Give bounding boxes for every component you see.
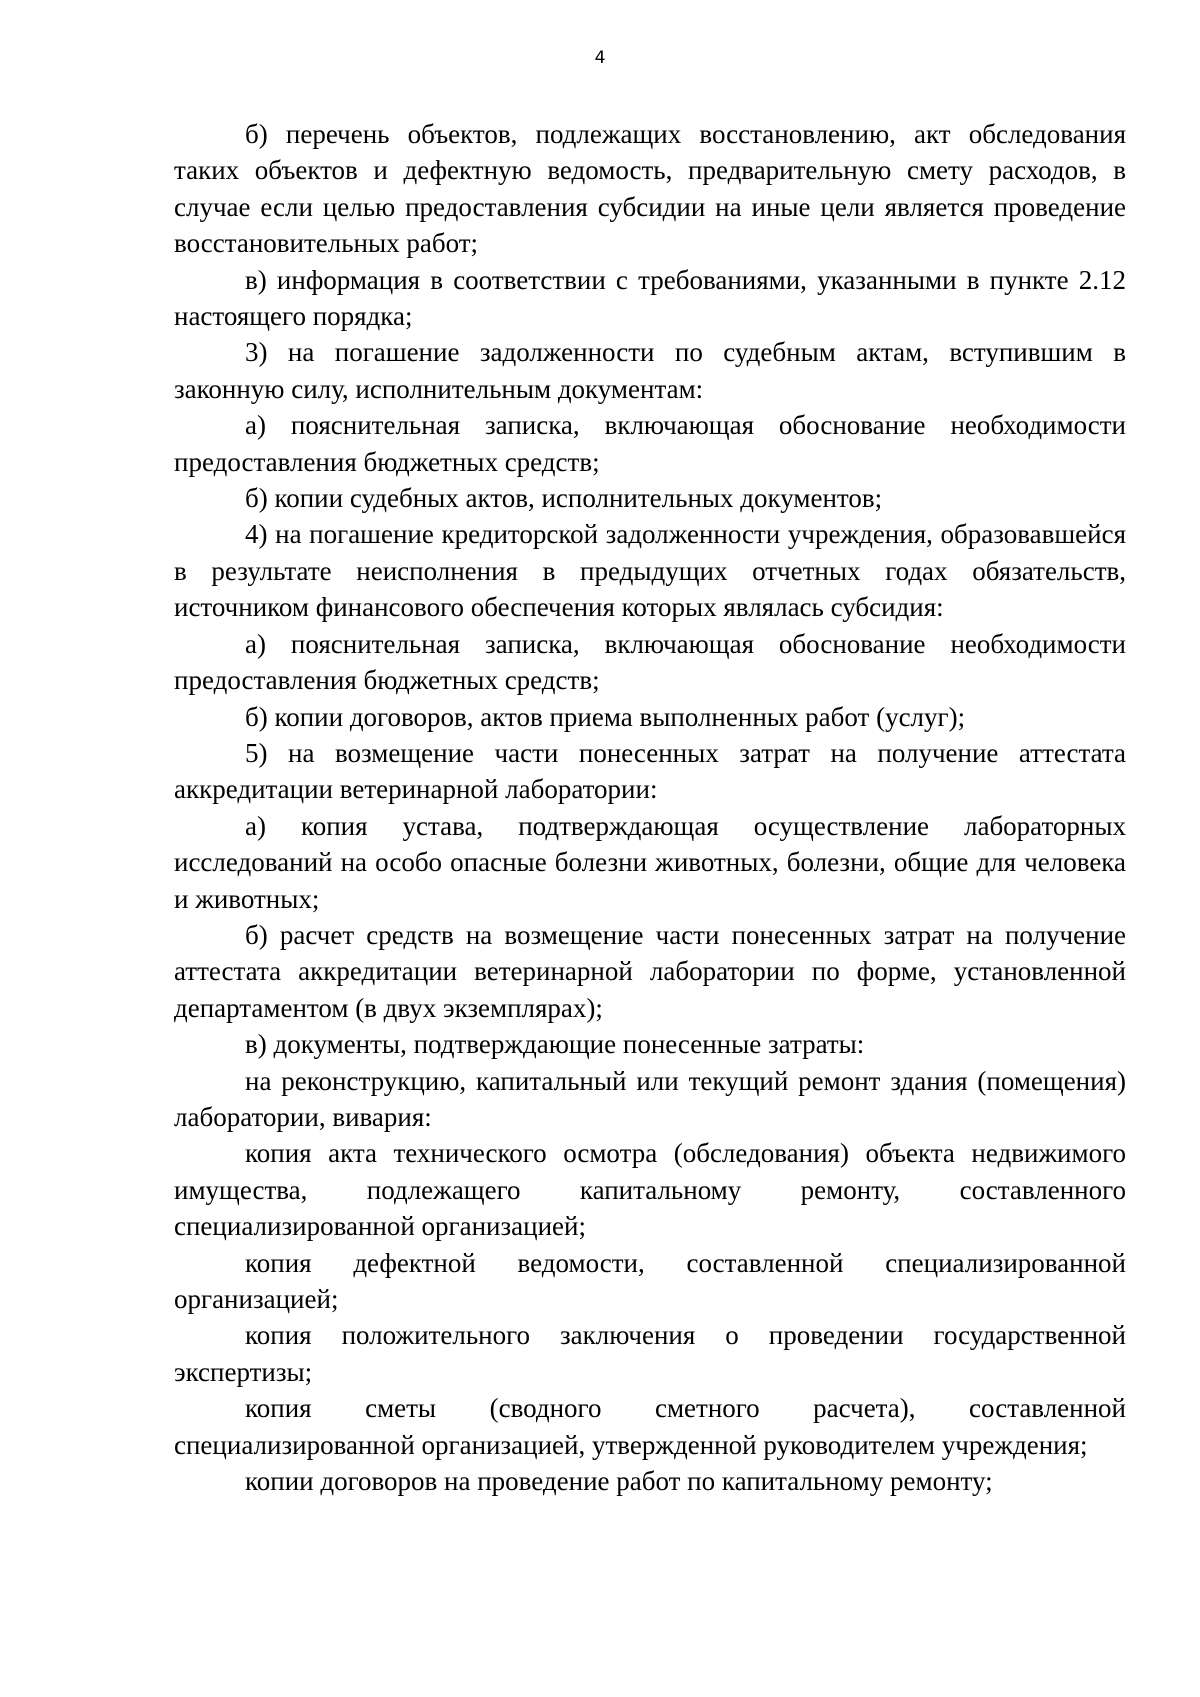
paragraph: копии договоров на проведение работ по капитальному ремонту; — [245, 1466, 993, 1497]
paragraph: б) копии судебных актов, исполнительных документов; — [245, 483, 883, 514]
paragraph: на реконструкцию, капитальный или текущий ремонт здания (помещения) лаборатории, вивария: — [174, 1065, 1126, 1132]
paragraph: копия сметы (сводного сметного расчета), составленной специализированной организацией, утвержденной руководителем учреждения; — [174, 1393, 1126, 1460]
paragraph: 5) на возмещение части понесенных затрат на получение аттестата аккредитации ветеринарной лаборатории: — [174, 737, 1126, 805]
page-number: 4 — [594, 48, 606, 68]
paragraph: 3) на погашение задолженности по судебным актам, вступившим в законную силу, исполнительным документам: — [174, 337, 1126, 404]
paragraph: а) пояснительная записка, включающая обоснование необходимости предоставления бюджетных средств; — [174, 628, 1126, 696]
paragraph: 4) на погашение кредиторской задолженности учреждения, образовавшейся в результате неисполнения в предыдущих отчетных годах обязательств, источником финансового обеспечения которых являлась субсидия: — [174, 519, 1126, 623]
paragraph: копия акта технического осмотра (обследования) объекта недвижимого имущества, подлежащего капитальному ремонту, составленного специализированной организацией; — [174, 1138, 1126, 1242]
paragraph: в) информация в соответствии с требованиями, указанными в пункте 2.12 настоящего порядка; — [174, 264, 1126, 332]
paragraph: б) расчет средств на возмещение части понесенных затрат на получение аттестата аккредитации ветеринарной лаборатории по форме, установленной департаментом (в двух экземплярах); — [174, 919, 1126, 1023]
paragraph: б) перечень объектов, подлежащих восстановлению, акт обследования таких объектов и дефектную ведомость, предварительную смету расходов, в случае если целью предоставления субсидии на иные цели является проведение восстановительных работ; — [174, 119, 1126, 259]
paragraph: а) копия устава, подтверждающая осуществление лабораторных исследований на особо опасные болезни животных, болезни, общие для человека и животных; — [174, 810, 1126, 914]
paragraph: а) пояснительная записка, включающая обоснование необходимости предоставления бюджетных средств; — [174, 410, 1126, 477]
paragraph: копия положительного заключения о проведении государственной экспертизы; — [174, 1320, 1126, 1387]
paragraph: б) копии договоров, актов приема выполненных работ (услуг); — [245, 701, 966, 732]
paragraph: копия дефектной ведомости, составленной специализированной организацией; — [174, 1247, 1126, 1314]
paragraph: в) документы, подтверждающие понесенные затраты: — [245, 1029, 865, 1060]
document-body — [174, 116, 1126, 1499]
